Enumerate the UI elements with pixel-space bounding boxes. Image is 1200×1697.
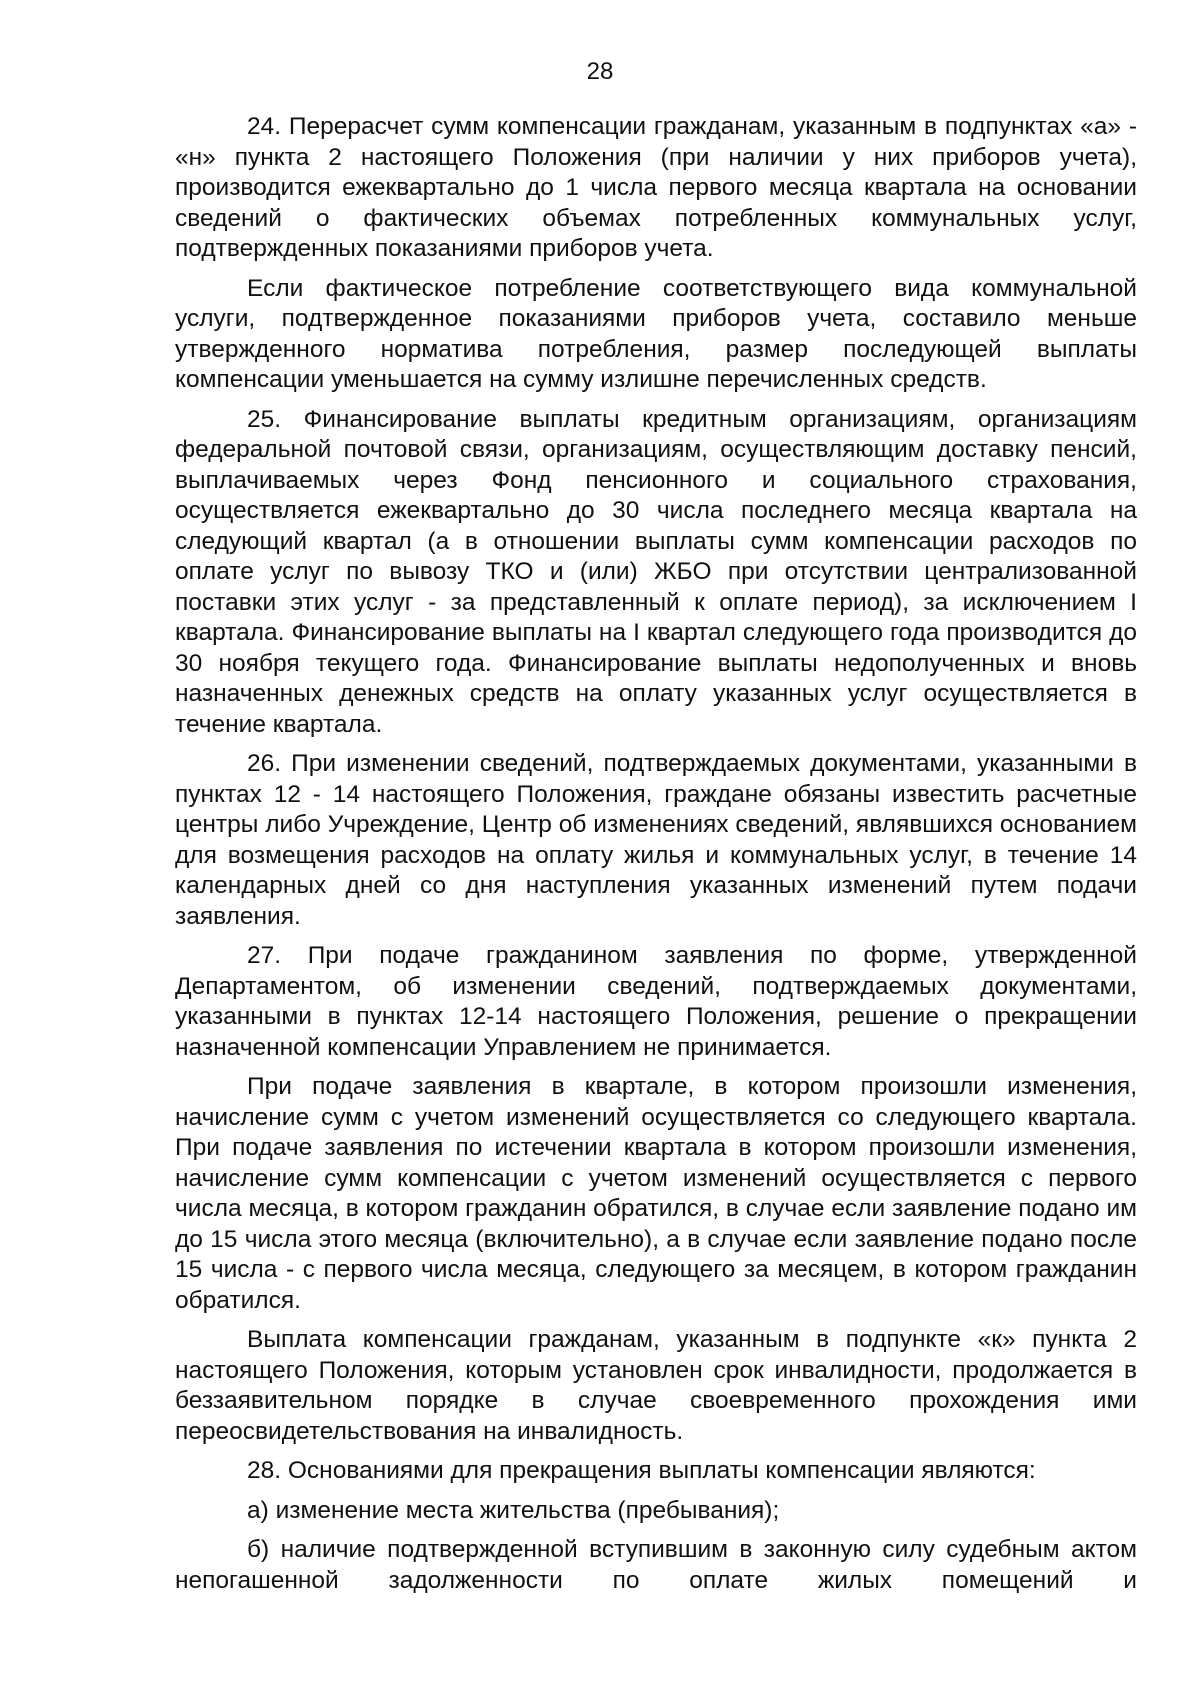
paragraph-24: 24. Перерасчет сумм компенсации гражданам, указанным в подпунктах «а» - «н» пункта 2 настоящего Положения (при наличии у них приборов учета), производится ежеквартально до 1 числа первого месяца квартала на основании сведений о фактических объемах потребленных коммунальных услуг, подтвержденных показаниями приборов учета. bbox=[175, 113, 1137, 262]
paragraph-27: 27. При подаче гражданином заявления по форме, утвержденной Департаментом, об изменении сведений, подтверждаемых документами, указанными в пунктах 12-14 настоящего Положения, решение о прекращении назначенной компенсации Управлением не принимается. bbox=[175, 942, 1137, 1061]
page-number: 28 bbox=[586, 58, 614, 85]
paragraph-26: 26. При изменении сведений, подтверждаемых документами, указанными в пунктах 12 - 14 настоящего Положения, граждане обязаны известить расчетные центры либо Учреждение, Центр об изменениях сведений, являвшихся основанием для возмещения расходов на оплату жилья и коммунальных услуг, в течение 14 календарных дней со дня наступления указанных изменений путем подачи заявления. bbox=[175, 750, 1137, 930]
paragraph-27-disability: Выплата компенсации гражданам, указанным в подпункте «к» пункта 2 настоящего Положения, которым установлен срок инвалидности, продолжается в беззаявительном порядке в случае своевременного прохождения ими переосвидетельствования на инвалидность. bbox=[175, 1326, 1137, 1445]
paragraph-28-item-a: а) изменение места жительства (пребывания); bbox=[247, 1496, 780, 1524]
paragraph-25: 25. Финансирование выплаты кредитным организациям, организациям федеральной почтовой связи, организациям, осуществляющим доставку пенсий, выплачиваемых через Фонд пенсионного и социального страхования, осуществляется ежеквартально до 30 числа последнего месяца квартала на следующий квартал (а в отношении выплаты сумм компенсации расходов по оплате услуг по вывозу ТКО и (или) ЖБО при отсутствии централизованной поставки этих услуг - за представленный к оплате период), за исключением I квартала. Финансирование выплаты на I квартал следующего года производится до 30 ноября текущего года. Финансирование выплаты недополученных и вновь назначенных денежных средств на оплату указанных услуг осуществляется в течение квартала. bbox=[175, 405, 1137, 738]
paragraph-28-item-b: б) наличие подтвержденной вступившим в законную силу судебным актом непогашенной задолженности по оплате жилых помещений и bbox=[175, 1536, 1137, 1594]
paragraph-28: 28. Основаниями для прекращения выплаты компенсации являются: bbox=[247, 1457, 1036, 1484]
document-body bbox=[175, 112, 1137, 1596]
paragraph-27-accrual: При подаче заявления в квартале, в котором произошли изменения, начисление сумм с учетом изменений осуществляется со следующего квартала. При подаче заявления по истечении квартала в котором произошли изменения, начисление сумм компенсации с учетом изменений осуществляется с первого числа месяца, в котором гражданин обратился, в случае если заявление подано им до 15 числа этого месяца (включительно), а в случае если заявление подано после 15 числа - с первого числа месяца, следующего за месяцем, в котором гражданин обратился. bbox=[175, 1073, 1137, 1314]
paragraph-24-reduction: Если фактическое потребление соответствующего вида коммунальной услуги, подтвержденное показаниями приборов учета, составило меньше утвержденного норматива потребления, размер последующей выплаты компенсации уменьшается на сумму излишне перечисленных средств. bbox=[175, 274, 1137, 393]
